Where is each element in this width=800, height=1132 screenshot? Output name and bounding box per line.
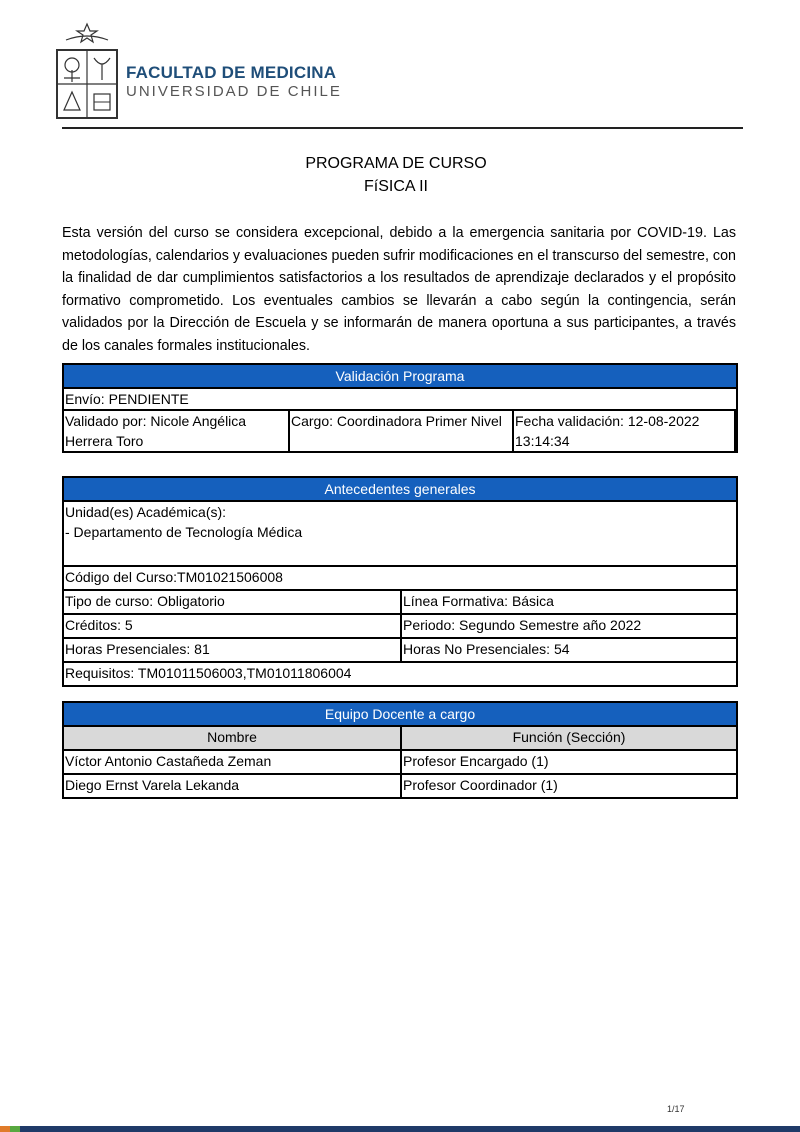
tipo-curso-cell: Tipo de curso: Obligatorio (65, 593, 225, 609)
table-row (64, 389, 736, 411)
table-row (64, 411, 736, 451)
table-row (64, 615, 736, 639)
docente-nombre: Víctor Antonio Castañeda Zeman (65, 753, 272, 769)
docente-nombre: Diego Ernst Varela Lekanda (65, 777, 240, 793)
table-row (64, 727, 736, 751)
envio-cell: Envío: PENDIENTE (65, 391, 189, 407)
page-number: 1/17 (667, 1104, 685, 1114)
creditos-cell: Créditos: 5 (65, 617, 133, 633)
unidad-value: - Departamento de Tecnología Médica (65, 524, 303, 540)
horas-presenciales-cell: Horas Presenciales: 81 (65, 641, 210, 657)
linea-formativa-cell: Línea Formativa: Básica (400, 591, 736, 613)
unidad-label: Unidad(es) Académica(s): (65, 504, 227, 520)
col-nombre-header: Nombre (64, 727, 400, 749)
equipo-header: Equipo Docente a cargo (64, 703, 736, 727)
equipo-docente-table (62, 701, 738, 799)
footer-bar-green (10, 1126, 20, 1132)
document-title: PROGRAMA DE CURSO (305, 155, 487, 172)
header-divider (62, 127, 743, 129)
table-row (64, 751, 736, 775)
intro-paragraph: Esta versión del curso se considera excepcional, debido a la emergencia sanitaria por COVID-19. Las metodologías, calendarios y evaluaciones pueden sufrir modificaciones en el transcurso del semestre, con la finalidad de dar cumplimientos satisfactorios a los resultados de aprendizaje declarados y el propósito formativo comprometido. Los eventuales cambios se llevarán a cabo según la contingencia, serán validados por la Dirección de Escuela y se informarán de manera oportuna a sus participantes, a través de los canales formales institucionales. (62, 225, 736, 354)
faculty-name: FACULTAD DE MEDICINA (126, 63, 337, 82)
periodo-cell: Periodo: Segundo Semestre año 2022 (400, 615, 736, 637)
horas-no-presenciales-cell: Horas No Presenciales: 54 (400, 639, 736, 661)
table-row (64, 567, 736, 591)
cargo-cell: Cargo: Coordinadora Primer Nivel (288, 411, 512, 451)
footer-bar-orange (0, 1126, 10, 1132)
table-row (64, 663, 736, 685)
university-name: UNIVERSIDAD DE CHILE (126, 83, 342, 100)
footer-color-bar (0, 1126, 800, 1132)
validado-por-cell: Validado por: Nicole Angélica Herrera Toro (65, 413, 247, 449)
validacion-header: Validación Programa (64, 365, 736, 389)
table-row (64, 639, 736, 663)
table-row (64, 502, 736, 567)
docente-funcion: Profesor Encargado (1) (400, 751, 736, 773)
codigo-cell: Código del Curso:TM01021506008 (65, 569, 283, 585)
docente-funcion: Profesor Coordinador (1) (400, 775, 736, 797)
requisitos-cell: Requisitos: TM01011506003,TM01011806004 (65, 665, 352, 681)
antecedentes-header: Antecedentes generales (64, 478, 736, 502)
fecha-validacion-cell: Fecha validación: 12-08-2022 13:14:34 (512, 411, 736, 451)
university-seal-logo (54, 20, 120, 122)
col-funcion-header: Función (Sección) (400, 727, 736, 749)
course-name: FíSICA II (363, 178, 428, 195)
table-row (64, 775, 736, 797)
table-row (64, 591, 736, 615)
validacion-table (62, 363, 738, 453)
unidad-cell (64, 502, 736, 565)
antecedentes-table (62, 476, 738, 687)
faculty-logo-text (126, 63, 342, 101)
